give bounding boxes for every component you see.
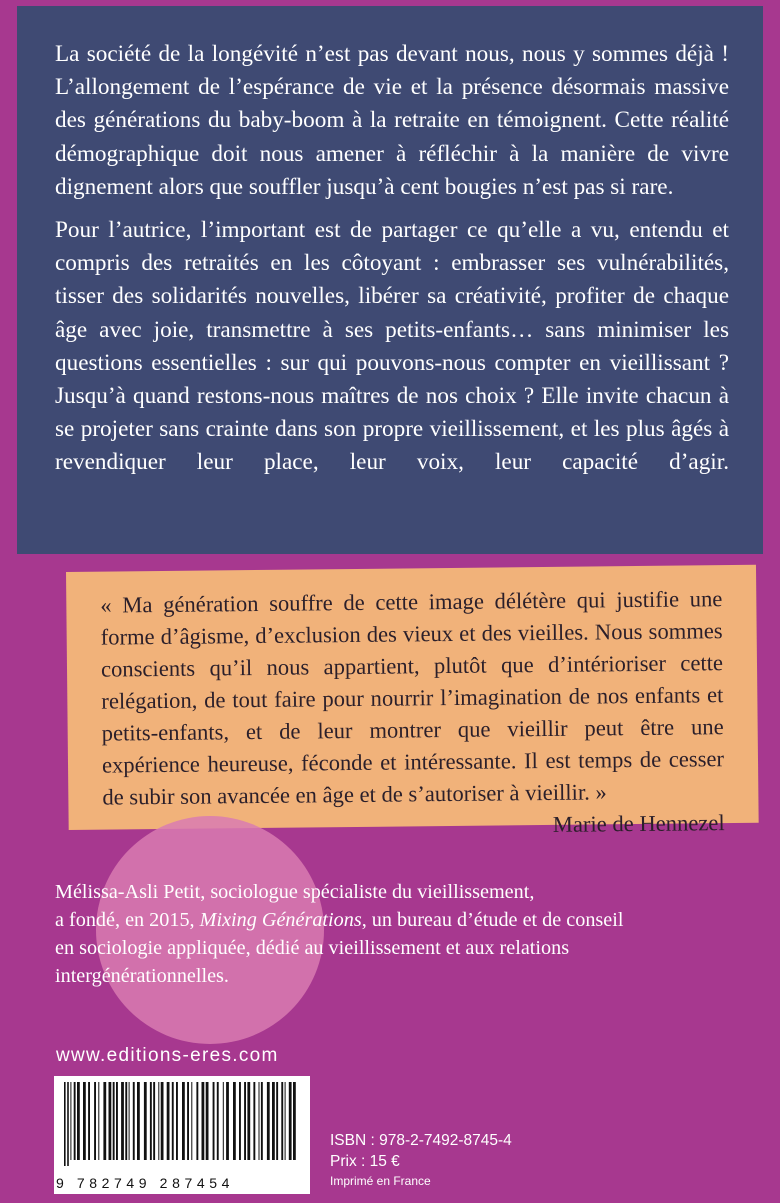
- summary-paragraph-1: La société de la longévité n’est pas devant nous, nous y sommes déjà ! L’allongement de l’espérance de vie et la présence désormais massive des générations du baby-boom à la retraite en témoignent. Cette réalité démographique doit nous amener à réfléchir à la manière de vivre dignement alors que souffler jusqu’à cent bougies n’est pas si rare.: [55, 41, 729, 200]
- publisher-website: www.editions-eres.com: [56, 1045, 279, 1066]
- barcode-bars: [60, 1082, 304, 1166]
- bio-line-3: en sociologie appliquée, dédié au vieillissement et aux relations: [55, 937, 570, 959]
- bio-line-1: Mélissa-Asli Petit, sociologue spécialiste du vieillissement,: [55, 881, 535, 903]
- bio-line-4: intergénérationnelles.: [55, 965, 229, 987]
- summary-panel: [17, 6, 763, 554]
- printed-in: Imprimé en France: [330, 1174, 431, 1188]
- price: Prix : 15 €: [330, 1153, 400, 1170]
- bio-line-2-end: , un bureau d’étude et de conseil: [361, 909, 624, 931]
- isbn: ISBN : 978-2-7492-8745-4: [330, 1132, 512, 1149]
- quote-text: « Ma génération souffre de cette image délétère qui justifie une forme d’âgisme, d’exclusion des vieux et des vieilles. Nous sommes conscients qu’il nous appartient, plutôt que d’intérioriser cette relégation, de tout faire pour nourrir l’imagination de nos enfants et petits-enfants, et de leur montrer que vieillir peut être une expérience heureuse, féconde et intéressante. Il est temps de cesser de subir son avancée en âge et de s’autoriser à vieillir. »: [100, 586, 725, 810]
- publication-info: [330, 1130, 512, 1190]
- barcode: [54, 1076, 310, 1194]
- summary-paragraph-2: Pour l’autrice, l’important est de partager ce qu’elle a vu, entendu et compris des retraités en les côtoyant : embrasser ses vulnérabilités, tisser des solidarités nouvelles, libérer sa créativité, profiter de chaque âge avec joie, transmettre à ses petits-enfants… sans minimiser les questions essentielles : sur qui pouvons-nous compter en vieillissant ? Jusqu’à quand restons-nous maîtres de nos choix ? Elle invite chacun à se projeter sans crainte dans son propre vieillissement, et les plus âgés à revendiquer leur place, leur voix, leur capacité d’agir.: [55, 217, 729, 476]
- quote-panel: [66, 565, 759, 837]
- bio-company: Mixing Générations: [199, 909, 362, 931]
- quote-author: Marie de Hennezel: [552, 810, 725, 837]
- bio-line-2: a fondé, en 2015,: [55, 909, 200, 931]
- barcode-digits: 9 782749 287454: [56, 1175, 234, 1191]
- author-bio: [55, 878, 745, 990]
